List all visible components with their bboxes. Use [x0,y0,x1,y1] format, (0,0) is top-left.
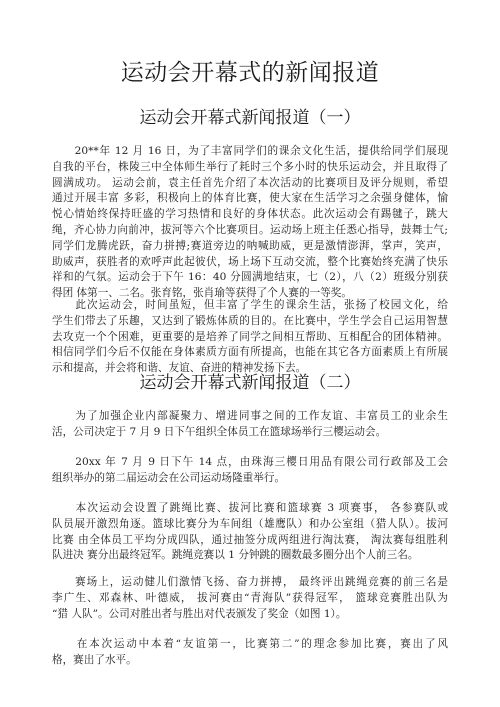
text-line: 组织举办的第二届运动会在公司运动场隆重举行。 [52,471,286,484]
text-line: 李广生、邓森林、叶德威， 拔河赛由“青海队”获得冠军， 篮球竞赛胜出队为 [52,591,448,604]
text-line: 同学们龙腾虎跃，奋力拼搏;赛道旁边的呐喊助威，更是激情澎湃，掌声，笑声， [52,239,448,252]
text-line: 绳，齐心协力向前冲，拔河等六个比赛项目。运动场上班主任悉心指导，鼓舞士气; [52,223,448,236]
text-line: 悦心情始终保持旺盛的学习热情和良好的身体状态。此次运动会有踢毽子，跳大 [52,208,448,221]
text-line: 示和提高，并会将和谐、友谊、奋进的精神发扬下去。 [52,362,307,375]
text-line: 20**年 12 月 16 日，为了丰富同学们的课余文化生活，提供给同学们展现 [52,145,448,157]
text-line: 圆满成功。 运动会前，袁主任首先介绍了本次活动的比赛项目及评分规则，希望 [52,176,448,189]
text-line: 此次运动会，时间虽短，但丰富了学生的课余生活，张扬了校园文化，给 [52,299,448,311]
text-line: 相信同学们今后不仅能在身体素质方面有所提高，也能在其它各方面素质上有所展 [52,346,448,359]
text-line: 赛场上，运动健儿们激情飞扬、奋力拼搏， 最终评出跳绳竞赛的前三名是 [52,576,448,588]
text-line: 祥和的气氛。运动会于下午 16：40 分圆满地结束，七（2），八（2）班级分别获 [52,271,448,284]
section-2-paragraph-3 [52,501,448,564]
document-title: 运动会开幕式的新闻报道 [120,60,380,86]
text-line: 得团 体第一、二名。张育铭，张肖瑜等获得了个人赛的一等奖。 [52,287,352,300]
text-line: 格，赛出了水平。 [52,653,137,666]
section-2-paragraph-4 [52,575,448,622]
text-line: 本次运动会设置了跳绳比赛、拔河比赛和篮球赛 3 项赛事， 各参赛队或 [52,502,448,514]
section-2-paragraph-5 [52,637,448,669]
text-line: 为了加强企业内部凝聚力、增进同事之间的工作友谊、丰富员工的业余生 [52,410,448,422]
text-line: 活，公司决定于 7 月 9 日下午组织全体员工在篮球场举行三樱运动会。 [52,425,387,438]
section-2-paragraph-2 [52,455,448,487]
section-2-title: 运动会开幕式新闻报道（二） [139,373,361,393]
text-line: 队进决 赛分出最终冠军。跳绳竞赛以 1 分钟跳的圈数最多圈分出个人前三名。 [52,549,419,562]
section-1-paragraph-2 [52,298,448,377]
text-line: 队员展开激烈角逐。篮球比赛分为车间组（雄鹰队）和办公室组（猎人队）。拔河 [52,517,448,530]
section-1-paragraph-1 [52,144,448,302]
text-line: 去攻克一个个困难，更重要的是培养了同学之间相互帮助、互相配合的团体精神。 [52,330,448,343]
text-line: 通过开展丰富 多彩，积极向上的体育比赛，使大家在生活学习之余强身健体，愉 [52,192,448,205]
text-line: 自我的平台，株陵三中全体师生举行了耗时三个多小时的快乐运动会，并且取得了 [52,160,448,173]
text-line: 助威声，获胜者的欢呼声此起彼伏，场上场下互动交流，整个比赛始终充满了快乐 [52,255,448,268]
section-1-title: 运动会开幕式新闻报道（一） [139,108,361,128]
text-line: 比赛 由全体员工平均分成四队，通过抽签分成两组进行淘汰赛， 淘汰赛每组胜利 [52,533,448,546]
text-line: 20xx 年 7 月 9 日下午 14 点，由珠海三樱日用品有限公司行政部及工会 [52,456,448,468]
text-line: 在本次运动中本着“友谊第一，比赛第二”的理念参加比赛，赛出了风 [52,638,448,650]
section-2-paragraph-1 [52,409,448,441]
text-line: “猎 人队”。公司对胜出者与胜出对代表颁发了奖金（如图 1）。 [52,607,347,620]
text-line: 学生们带去了乐趣，又达到了锻炼体质的目的。在比赛中，学生学会自己运用智慧 [52,314,448,327]
